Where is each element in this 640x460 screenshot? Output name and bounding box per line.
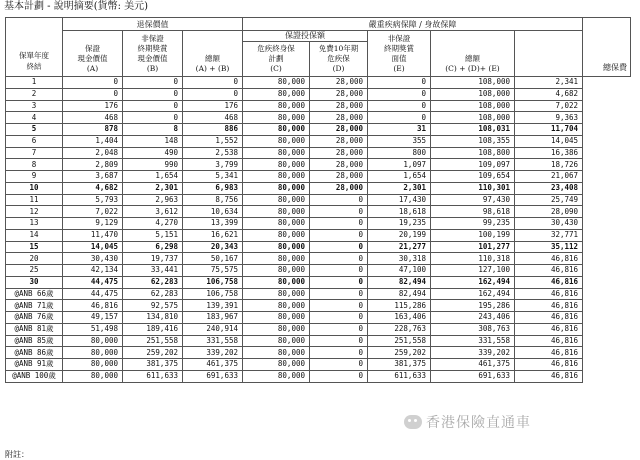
cell-year: @ANB 76歲 <box>6 312 63 324</box>
cell-total-premium: 2,341 <box>515 77 583 89</box>
cell-guaranteed-cash: 2,809 <box>63 159 123 171</box>
cell-year: 5 <box>6 124 63 136</box>
cell-free-10yr-ci: 0 <box>310 347 368 359</box>
cell-ci-whole-life: 80,000 <box>243 347 310 359</box>
header-total-premium: 總保費 <box>583 18 631 77</box>
cell-ci-whole-life: 80,000 <box>243 288 310 300</box>
cell-surrender-total: 461,375 <box>183 359 243 371</box>
cell-ci-whole-life: 80,000 <box>243 77 310 89</box>
cell-terminal-bonus-face: 800 <box>368 147 431 159</box>
cell-free-10yr-ci: 0 <box>310 253 368 265</box>
header-col-b: 非保證 終期獎賞 現金價值 (B) <box>123 31 183 77</box>
cell-guaranteed-cash: 14,045 <box>63 241 123 253</box>
cell-terminal-bonus-cash: 189,416 <box>123 323 183 335</box>
table-row <box>6 77 631 89</box>
cell-surrender-total: 2,538 <box>183 147 243 159</box>
cell-benefit-total: 100,199 <box>431 229 515 241</box>
cell-free-10yr-ci: 0 <box>310 370 368 382</box>
header-col-e: 非保證 終期獎賞 面值 (E) <box>368 31 431 77</box>
cell-total-premium: 7,022 <box>515 100 583 112</box>
cell-free-10yr-ci: 28,000 <box>310 159 368 171</box>
cell-year: @ANB 91歲 <box>6 359 63 371</box>
cell-terminal-bonus-face: 20,199 <box>368 229 431 241</box>
cell-terminal-bonus-cash: 990 <box>123 159 183 171</box>
cell-free-10yr-ci: 28,000 <box>310 147 368 159</box>
cell-benefit-total: 108,000 <box>431 88 515 100</box>
cell-ci-whole-life: 80,000 <box>243 147 310 159</box>
cell-ci-whole-life: 80,000 <box>243 159 310 171</box>
cell-terminal-bonus-cash: 6,298 <box>123 241 183 253</box>
cell-total-premium: 46,816 <box>515 265 583 277</box>
cell-surrender-total: 176 <box>183 100 243 112</box>
cell-guaranteed-cash: 80,000 <box>63 347 123 359</box>
cell-terminal-bonus-face: 82,494 <box>368 276 431 288</box>
cell-terminal-bonus-cash: 19,737 <box>123 253 183 265</box>
table-row <box>6 112 631 124</box>
cell-terminal-bonus-face: 163,406 <box>368 312 431 324</box>
cell-year: @ANB 66歲 <box>6 288 63 300</box>
footnote: 附註： <box>5 450 29 459</box>
cell-surrender-total: 139,391 <box>183 300 243 312</box>
cell-free-10yr-ci: 0 <box>310 265 368 277</box>
cell-guaranteed-cash: 4,682 <box>63 182 123 194</box>
header-critical-illness-death: 嚴重疾病保障 / 身故保障 <box>243 18 583 31</box>
cell-free-10yr-ci: 28,000 <box>310 100 368 112</box>
cell-free-10yr-ci: 28,000 <box>310 124 368 136</box>
cell-year: @ANB 81歲 <box>6 323 63 335</box>
cell-total-premium: 25,749 <box>515 194 583 206</box>
cell-terminal-bonus-cash: 62,283 <box>123 288 183 300</box>
cell-terminal-bonus-face: 251,558 <box>368 335 431 347</box>
cell-year: 15 <box>6 241 63 253</box>
cell-year: 1 <box>6 77 63 89</box>
cell-surrender-total: 240,914 <box>183 323 243 335</box>
cell-year: @ANB 71歲 <box>6 300 63 312</box>
cell-surrender-total: 50,167 <box>183 253 243 265</box>
table-row <box>6 347 631 359</box>
table-row <box>6 241 631 253</box>
cell-year: 25 <box>6 265 63 277</box>
cell-terminal-bonus-cash: 8 <box>123 124 183 136</box>
cell-free-10yr-ci: 28,000 <box>310 77 368 89</box>
cell-ci-whole-life: 80,000 <box>243 100 310 112</box>
cell-free-10yr-ci: 0 <box>310 229 368 241</box>
cell-year: 6 <box>6 135 63 147</box>
cell-year: 3 <box>6 100 63 112</box>
cell-terminal-bonus-face: 115,286 <box>368 300 431 312</box>
cell-ci-whole-life: 80,000 <box>243 265 310 277</box>
table-row <box>6 288 631 300</box>
cell-benefit-total: 339,202 <box>431 347 515 359</box>
cell-guaranteed-cash: 80,000 <box>63 370 123 382</box>
cell-total-premium: 14,045 <box>515 135 583 147</box>
cell-guaranteed-cash: 468 <box>63 112 123 124</box>
cell-total-premium: 9,363 <box>515 112 583 124</box>
table-row <box>6 182 631 194</box>
cell-terminal-bonus-cash: 381,375 <box>123 359 183 371</box>
cell-surrender-total: 6,983 <box>183 182 243 194</box>
header-col-d: 免費10年期 危疾保 (D) <box>310 42 368 77</box>
cell-terminal-bonus-face: 31 <box>368 124 431 136</box>
cell-terminal-bonus-face: 228,763 <box>368 323 431 335</box>
cell-benefit-total: 99,235 <box>431 218 515 230</box>
cell-terminal-bonus-face: 18,618 <box>368 206 431 218</box>
cell-ci-whole-life: 80,000 <box>243 171 310 183</box>
table-row <box>6 229 631 241</box>
cell-terminal-bonus-face: 0 <box>368 100 431 112</box>
cell-guaranteed-cash: 46,816 <box>63 300 123 312</box>
cell-guaranteed-cash: 9,129 <box>63 218 123 230</box>
cell-year: @ANB 100歲 <box>6 370 63 382</box>
table-row <box>6 300 631 312</box>
cell-year: 4 <box>6 112 63 124</box>
cell-terminal-bonus-cash: 148 <box>123 135 183 147</box>
cell-total-premium: 23,408 <box>515 182 583 194</box>
cell-ci-whole-life: 80,000 <box>243 112 310 124</box>
cell-guaranteed-cash: 44,475 <box>63 276 123 288</box>
cell-terminal-bonus-face: 47,100 <box>368 265 431 277</box>
cell-terminal-bonus-cash: 611,633 <box>123 370 183 382</box>
cell-guaranteed-cash: 176 <box>63 100 123 112</box>
cell-surrender-total: 10,634 <box>183 206 243 218</box>
cell-guaranteed-cash: 5,793 <box>63 194 123 206</box>
cell-total-premium: 11,704 <box>515 124 583 136</box>
table-row <box>6 135 631 147</box>
cell-guaranteed-cash: 1,404 <box>63 135 123 147</box>
cell-ci-whole-life: 80,000 <box>243 276 310 288</box>
table-row <box>6 124 631 136</box>
cell-year: 12 <box>6 206 63 218</box>
cell-total-premium: 4,682 <box>515 88 583 100</box>
header-guaranteed-sum: 保證投保額 <box>243 31 368 42</box>
watermark <box>404 412 531 432</box>
cell-guaranteed-cash: 80,000 <box>63 359 123 371</box>
table-row <box>6 323 631 335</box>
cell-total-premium: 18,726 <box>515 159 583 171</box>
cell-benefit-total: 108,000 <box>431 100 515 112</box>
cell-surrender-total: 106,758 <box>183 276 243 288</box>
cell-total-premium: 28,090 <box>515 206 583 218</box>
cell-benefit-total: 108,031 <box>431 124 515 136</box>
cell-guaranteed-cash: 11,470 <box>63 229 123 241</box>
cell-total-premium: 46,816 <box>515 347 583 359</box>
cell-terminal-bonus-cash: 2,301 <box>123 182 183 194</box>
cell-year: 13 <box>6 218 63 230</box>
cell-total-premium: 46,816 <box>515 359 583 371</box>
cell-guaranteed-cash: 0 <box>63 77 123 89</box>
cell-free-10yr-ci: 0 <box>310 300 368 312</box>
table-row <box>6 253 631 265</box>
cell-total-premium: 46,816 <box>515 370 583 382</box>
cell-terminal-bonus-face: 1,097 <box>368 159 431 171</box>
cell-terminal-bonus-face: 0 <box>368 88 431 100</box>
cell-benefit-total: 108,000 <box>431 77 515 89</box>
cell-guaranteed-cash: 2,048 <box>63 147 123 159</box>
table-row <box>6 218 631 230</box>
cell-benefit-total: 243,406 <box>431 312 515 324</box>
cell-year: 10 <box>6 182 63 194</box>
cell-ci-whole-life: 80,000 <box>243 182 310 194</box>
cell-benefit-total: 97,430 <box>431 194 515 206</box>
cell-free-10yr-ci: 0 <box>310 218 368 230</box>
cell-ci-whole-life: 80,000 <box>243 135 310 147</box>
table-row <box>6 194 631 206</box>
cell-terminal-bonus-face: 21,277 <box>368 241 431 253</box>
cell-ci-whole-life: 80,000 <box>243 335 310 347</box>
cell-free-10yr-ci: 0 <box>310 359 368 371</box>
cell-benefit-total: 127,100 <box>431 265 515 277</box>
cell-benefit-total: 108,355 <box>431 135 515 147</box>
cell-surrender-total: 468 <box>183 112 243 124</box>
cell-guaranteed-cash: 7,022 <box>63 206 123 218</box>
cell-terminal-bonus-cash: 0 <box>123 88 183 100</box>
watermark-text: 香港保險直通車 <box>426 415 531 431</box>
cell-total-premium: 46,816 <box>515 288 583 300</box>
cell-ci-whole-life: 80,000 <box>243 370 310 382</box>
table-row <box>6 88 631 100</box>
cell-guaranteed-cash: 80,000 <box>63 335 123 347</box>
cell-terminal-bonus-face: 259,202 <box>368 347 431 359</box>
cell-ci-whole-life: 80,000 <box>243 194 310 206</box>
cell-benefit-total: 110,318 <box>431 253 515 265</box>
cell-terminal-bonus-cash: 2,963 <box>123 194 183 206</box>
cell-total-premium: 35,112 <box>515 241 583 253</box>
cell-year: 2 <box>6 88 63 100</box>
cell-surrender-total: 20,343 <box>183 241 243 253</box>
cell-free-10yr-ci: 28,000 <box>310 182 368 194</box>
table-row <box>6 206 631 218</box>
cell-terminal-bonus-cash: 1,654 <box>123 171 183 183</box>
cell-terminal-bonus-face: 0 <box>368 77 431 89</box>
cell-terminal-bonus-cash: 4,270 <box>123 218 183 230</box>
cell-surrender-total: 0 <box>183 77 243 89</box>
cell-terminal-bonus-face: 611,633 <box>368 370 431 382</box>
table-row <box>6 276 631 288</box>
cell-year: 7 <box>6 147 63 159</box>
table-row <box>6 159 631 171</box>
cell-benefit-total: 195,286 <box>431 300 515 312</box>
cell-ci-whole-life: 80,000 <box>243 229 310 241</box>
cell-surrender-total: 75,575 <box>183 265 243 277</box>
table-body <box>6 77 631 383</box>
cell-surrender-total: 3,799 <box>183 159 243 171</box>
cell-terminal-bonus-cash: 62,283 <box>123 276 183 288</box>
cell-free-10yr-ci: 0 <box>310 276 368 288</box>
table-row <box>6 171 631 183</box>
cell-terminal-bonus-cash: 259,202 <box>123 347 183 359</box>
cell-free-10yr-ci: 0 <box>310 335 368 347</box>
table-row <box>6 335 631 347</box>
cell-surrender-total: 13,399 <box>183 218 243 230</box>
cell-total-premium: 46,816 <box>515 276 583 288</box>
table-row <box>6 100 631 112</box>
table-row <box>6 147 631 159</box>
cell-benefit-total: 331,558 <box>431 335 515 347</box>
cell-benefit-total: 98,618 <box>431 206 515 218</box>
header-policy-year: 保單年度 終結 <box>6 18 63 77</box>
cell-free-10yr-ci: 0 <box>310 312 368 324</box>
cell-terminal-bonus-face: 82,494 <box>368 288 431 300</box>
cell-ci-whole-life: 80,000 <box>243 124 310 136</box>
cell-guaranteed-cash: 878 <box>63 124 123 136</box>
cell-terminal-bonus-face: 17,430 <box>368 194 431 206</box>
cell-benefit-total: 461,375 <box>431 359 515 371</box>
cell-year: @ANB 86歲 <box>6 347 63 359</box>
cell-benefit-total: 109,097 <box>431 159 515 171</box>
cell-ci-whole-life: 80,000 <box>243 218 310 230</box>
cell-total-premium: 46,816 <box>515 253 583 265</box>
cell-total-premium: 30,430 <box>515 218 583 230</box>
cell-terminal-bonus-cash: 92,575 <box>123 300 183 312</box>
cell-surrender-total: 16,621 <box>183 229 243 241</box>
cell-free-10yr-ci: 0 <box>310 288 368 300</box>
cell-guaranteed-cash: 30,430 <box>63 253 123 265</box>
cell-terminal-bonus-cash: 5,151 <box>123 229 183 241</box>
header-surrender-value: 退保價值 <box>63 18 243 31</box>
cell-year: @ANB 85歲 <box>6 335 63 347</box>
cell-surrender-total: 183,967 <box>183 312 243 324</box>
cell-total-premium: 46,816 <box>515 312 583 324</box>
cell-benefit-total: 109,654 <box>431 171 515 183</box>
table-row <box>6 265 631 277</box>
cell-ci-whole-life: 80,000 <box>243 359 310 371</box>
cell-surrender-total: 339,202 <box>183 347 243 359</box>
cell-free-10yr-ci: 0 <box>310 206 368 218</box>
cell-ci-whole-life: 80,000 <box>243 88 310 100</box>
cell-terminal-bonus-face: 2,301 <box>368 182 431 194</box>
cell-total-premium: 21,067 <box>515 171 583 183</box>
cell-terminal-bonus-face: 381,375 <box>368 359 431 371</box>
header-col-cde: 總額 (C) + (D)+ (E) <box>431 31 515 77</box>
cell-benefit-total: 308,763 <box>431 323 515 335</box>
cell-ci-whole-life: 80,000 <box>243 300 310 312</box>
benefit-illustration-table <box>5 17 631 383</box>
cell-ci-whole-life: 80,000 <box>243 312 310 324</box>
cell-benefit-total: 108,800 <box>431 147 515 159</box>
cell-surrender-total: 0 <box>183 88 243 100</box>
table-row <box>6 359 631 371</box>
cell-guaranteed-cash: 49,157 <box>63 312 123 324</box>
cell-benefit-total: 110,301 <box>431 182 515 194</box>
cell-benefit-total: 162,494 <box>431 288 515 300</box>
cell-terminal-bonus-face: 355 <box>368 135 431 147</box>
cell-terminal-bonus-cash: 3,612 <box>123 206 183 218</box>
cell-surrender-total: 8,756 <box>183 194 243 206</box>
cell-year: 30 <box>6 276 63 288</box>
cell-guaranteed-cash: 42,134 <box>63 265 123 277</box>
cell-year: 14 <box>6 229 63 241</box>
cell-total-premium: 46,816 <box>515 323 583 335</box>
cell-ci-whole-life: 80,000 <box>243 253 310 265</box>
cell-surrender-total: 5,341 <box>183 171 243 183</box>
cell-total-premium: 32,771 <box>515 229 583 241</box>
cell-terminal-bonus-cash: 251,558 <box>123 335 183 347</box>
cell-terminal-bonus-face: 19,235 <box>368 218 431 230</box>
cell-free-10yr-ci: 0 <box>310 194 368 206</box>
cell-benefit-total: 108,000 <box>431 112 515 124</box>
cell-free-10yr-ci: 28,000 <box>310 112 368 124</box>
cell-terminal-bonus-face: 0 <box>368 112 431 124</box>
cell-total-premium: 16,386 <box>515 147 583 159</box>
cell-terminal-bonus-cash: 134,810 <box>123 312 183 324</box>
cell-guaranteed-cash: 44,475 <box>63 288 123 300</box>
cell-surrender-total: 331,558 <box>183 335 243 347</box>
cell-benefit-total: 101,277 <box>431 241 515 253</box>
cell-ci-whole-life: 80,000 <box>243 323 310 335</box>
wechat-icon <box>404 415 422 429</box>
cell-benefit-total: 691,633 <box>431 370 515 382</box>
cell-terminal-bonus-face: 1,654 <box>368 171 431 183</box>
cell-surrender-total: 1,552 <box>183 135 243 147</box>
cell-terminal-bonus-cash: 0 <box>123 77 183 89</box>
table-row <box>6 370 631 382</box>
cell-free-10yr-ci: 28,000 <box>310 88 368 100</box>
cell-ci-whole-life: 80,000 <box>243 241 310 253</box>
cell-year: 9 <box>6 171 63 183</box>
header-col-ab: 總額 (A) + (B) <box>183 31 243 77</box>
cell-guaranteed-cash: 3,687 <box>63 171 123 183</box>
cell-guaranteed-cash: 0 <box>63 88 123 100</box>
cell-surrender-total: 106,758 <box>183 288 243 300</box>
cell-benefit-total: 162,494 <box>431 276 515 288</box>
cell-terminal-bonus-face: 30,318 <box>368 253 431 265</box>
cell-surrender-total: 691,633 <box>183 370 243 382</box>
cell-free-10yr-ci: 0 <box>310 241 368 253</box>
table-row <box>6 312 631 324</box>
cell-ci-whole-life: 80,000 <box>243 206 310 218</box>
cell-surrender-total: 886 <box>183 124 243 136</box>
cell-terminal-bonus-cash: 33,441 <box>123 265 183 277</box>
cell-terminal-bonus-cash: 0 <box>123 100 183 112</box>
cell-free-10yr-ci: 28,000 <box>310 135 368 147</box>
cell-free-10yr-ci: 0 <box>310 323 368 335</box>
cell-terminal-bonus-cash: 490 <box>123 147 183 159</box>
header-col-c: 危疾終身保 計劃 (C) <box>243 42 310 77</box>
cell-guaranteed-cash: 51,498 <box>63 323 123 335</box>
cell-total-premium: 46,816 <box>515 300 583 312</box>
cell-total-premium: 46,816 <box>515 335 583 347</box>
cell-free-10yr-ci: 28,000 <box>310 171 368 183</box>
cell-terminal-bonus-cash: 0 <box>123 112 183 124</box>
page-title: 基本計劃 - 說明摘要(貨幣: 美元) <box>4 1 149 12</box>
cell-year: 8 <box>6 159 63 171</box>
cell-year: 11 <box>6 194 63 206</box>
cell-year: 20 <box>6 253 63 265</box>
header-col-a: 保證 現金價值 (A) <box>63 31 123 77</box>
